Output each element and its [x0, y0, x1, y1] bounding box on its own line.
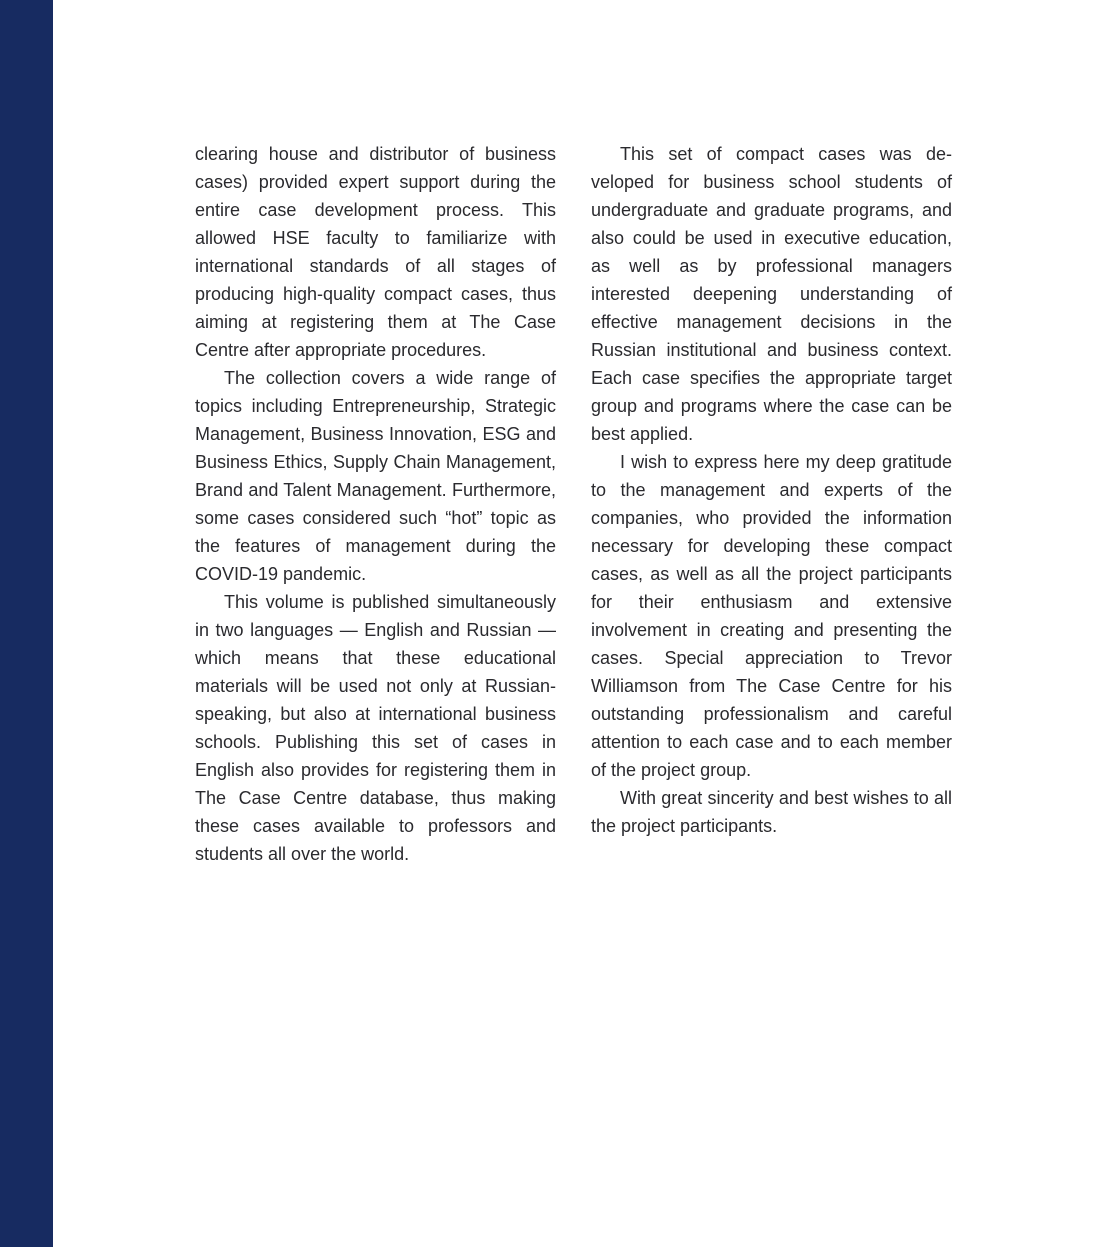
- paragraph: clearing house and distributor of business cases) provided expert support during the entire case development process. This allowed HSE faculty to familiarize with international standards of all stages of producing high-quality compact cases, thus aiming at registering them at The Case Centre after appropriate procedures.: [195, 144, 556, 360]
- paragraph: With great sincerity and best wishes to all the project participants.: [591, 788, 952, 836]
- paragraph: This set of compact cases was developed for business school students of undergraduate and graduate programs, and also could be used in executive education, as well as by professional managers interested deepening understanding of effective management decisions in the Russian institutional and business context. Each case specifies the appropriate target group and programs where the case can be best applied.: [591, 144, 952, 444]
- paragraph: The collection covers a wide range of topics including Entrepreneurship, Strategic Management, Business Innovation, ESG and Business Ethics, Supply Chain Management, Brand and Talent Management. Furthermore, some cases considered such “hot” topic as the features of management during the COVID-19 pandemic.: [195, 368, 556, 584]
- page-side-bar: [0, 0, 53, 1247]
- text-column-right: [591, 140, 952, 840]
- paragraph: I wish to express here my deep gratitude to the management and experts of the companies, who provided the information necessary for developing these compact cases, as well as all the project participants for their enthusiasm and extensive involvement in creating and presenting the cases. Special appreciation to Trevor Williamson from The Case Centre for his outstanding professionalism and careful attention to each case and to each member of the project group.: [591, 452, 952, 780]
- paragraph: This volume is published simultaneously in two languages — English and Russian — which means that these educational materials will be used not only at Russian-speaking, but also at international business schools. Publishing this set of cases in English also provides for registering them in The Case Centre database, thus making these cases available to professors and students all over the world.: [195, 592, 556, 864]
- text-column-left: [195, 140, 556, 868]
